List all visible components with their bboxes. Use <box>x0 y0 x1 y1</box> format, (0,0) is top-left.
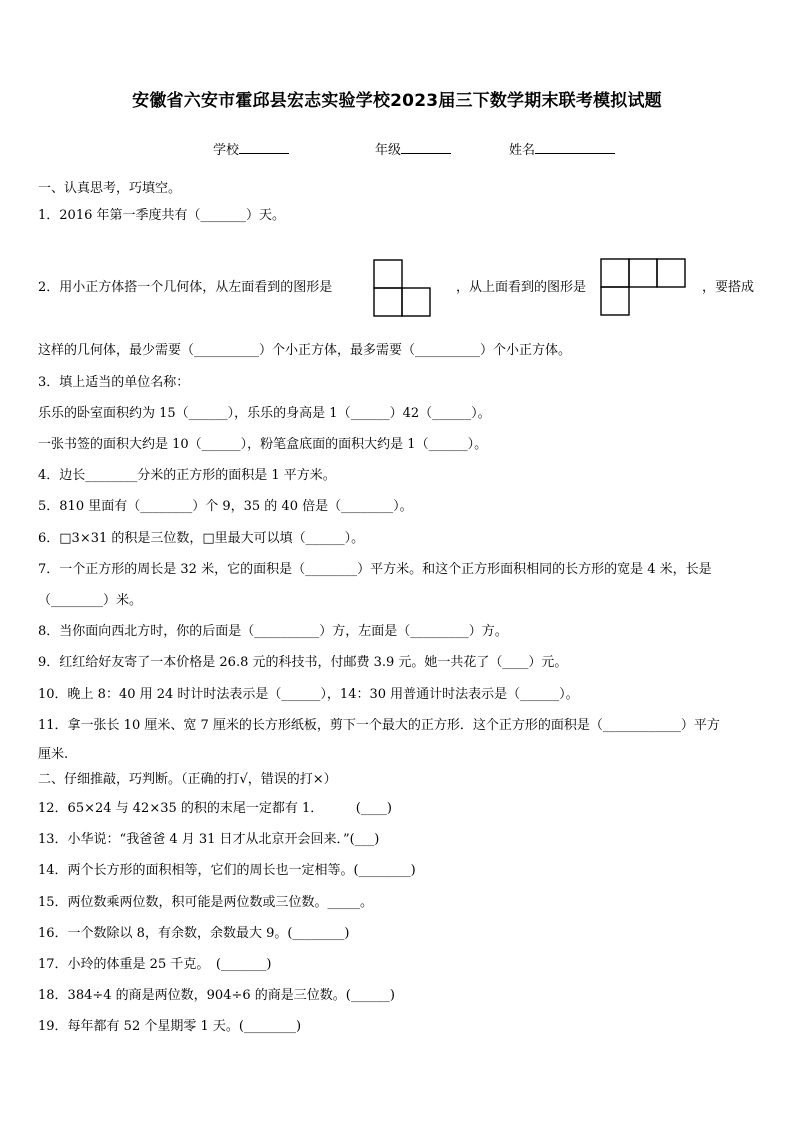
grade-field <box>375 139 451 158</box>
question-14: 14．两个长方形的面积相等，它们的周长也一定相等。(________) <box>38 863 416 878</box>
question-9: 9．红红给好友寄了一本价格是 26.8 元的科技书，付邮费 3.9 元。她一共花了（____）元。 <box>38 655 568 670</box>
school-blank[interactable] <box>239 140 289 154</box>
question-2-continued: 这样的几何体，最少需要（__________）个小正方体，最多需要（__________）个小正方体。 <box>38 343 572 358</box>
question-8: 8．当你面向西北方时，你的后面是（__________）方，左面是（_________）方。 <box>38 624 508 639</box>
question-18: 18．384÷4 的商是两位数，904÷6 的商是三位数。(______) <box>38 988 395 1003</box>
question-11-line2: 厘米. <box>38 747 69 762</box>
question-13: 13．小华说：“我爸爸 4 月 31 日才从北京开会回来．”(___) <box>38 832 380 847</box>
top-view-figure <box>600 258 688 316</box>
question-17: 17．小玲的体重是 25 千克。 (_______) <box>38 957 272 972</box>
question-3-line1: 乐乐的卧室面积约为 15（______），乐乐的身高是 1（______）42（______）。 <box>38 406 491 421</box>
question-6: 6．□3×31 的积是三位数，□里最大可以填（______）。 <box>38 531 365 546</box>
question-4: 4．边长________分米的正方形的面积是 1 平方米。 <box>38 468 336 483</box>
question-15: 15．两位数乘两位数，积可能是两位数或三位数。_____。 <box>38 895 374 910</box>
question-3: 3．填上适当的单位名称： <box>38 375 190 390</box>
question-3-line2: 一张书签的面积大约是 10（______），粉笔盒底面的面积大约是 1（______）。 <box>38 437 488 452</box>
name-blank[interactable] <box>535 140 615 154</box>
question-5: 5．810 里面有（________）个 9，35 的 40 倍是（________）。 <box>38 499 413 514</box>
school-field <box>213 139 289 158</box>
question-2-part3: ，要搭成 <box>702 280 755 295</box>
question-7-line2: （________）米。 <box>38 593 143 608</box>
exam-title: 安徽省六安市霍邱县宏志实验学校2023届三下数学期末联考模拟试题 <box>132 91 662 111</box>
name-label: 姓名 <box>509 143 536 158</box>
name-field <box>509 139 615 158</box>
section-2-heading: 二、仔细推敲，巧判断。（正确的打√，错误的打×） <box>38 772 337 787</box>
question-12: 12．65×24 与 42×35 的积的末尾一定都有 1． (____) <box>38 801 392 816</box>
question-2-part2: ，从上面看到的图形是 <box>456 280 587 295</box>
question-19: 19．每年都有 52 个星期零 1 天。(________) <box>38 1019 302 1034</box>
left-view-figure <box>373 259 433 317</box>
section-1-heading: 一、认真思考，巧填空。 <box>38 181 182 196</box>
question-16: 16．一个数除以 8，有余数，余数最大 9。(________) <box>38 926 350 941</box>
grade-label: 年级 <box>375 143 402 158</box>
question-10: 10．晚上 8：40 用 24 时计时法表示是（______），14：30 用普通计时法表示是（______）。 <box>38 687 579 702</box>
student-info-row <box>0 139 794 159</box>
school-label: 学校 <box>213 143 240 158</box>
question-11-line1: 11．拿一张长 10 厘米、宽 7 厘米的长方形纸板，剪下一个最大的正方形．这个正方形的面积是（____________）平方 <box>38 718 720 733</box>
question-2-part1: 2．用小正方体搭一个几何体，从左面看到的图形是 <box>38 280 333 295</box>
grade-blank[interactable] <box>401 140 451 154</box>
question-7-line1: 7．一个正方形的周长是 32 米，它的面积是（________）平方米。和这个正方形面积相同的长方形的宽是 4 米，长是 <box>38 562 712 577</box>
question-1: 1．2016 年第一季度共有（_______）天。 <box>38 208 285 223</box>
